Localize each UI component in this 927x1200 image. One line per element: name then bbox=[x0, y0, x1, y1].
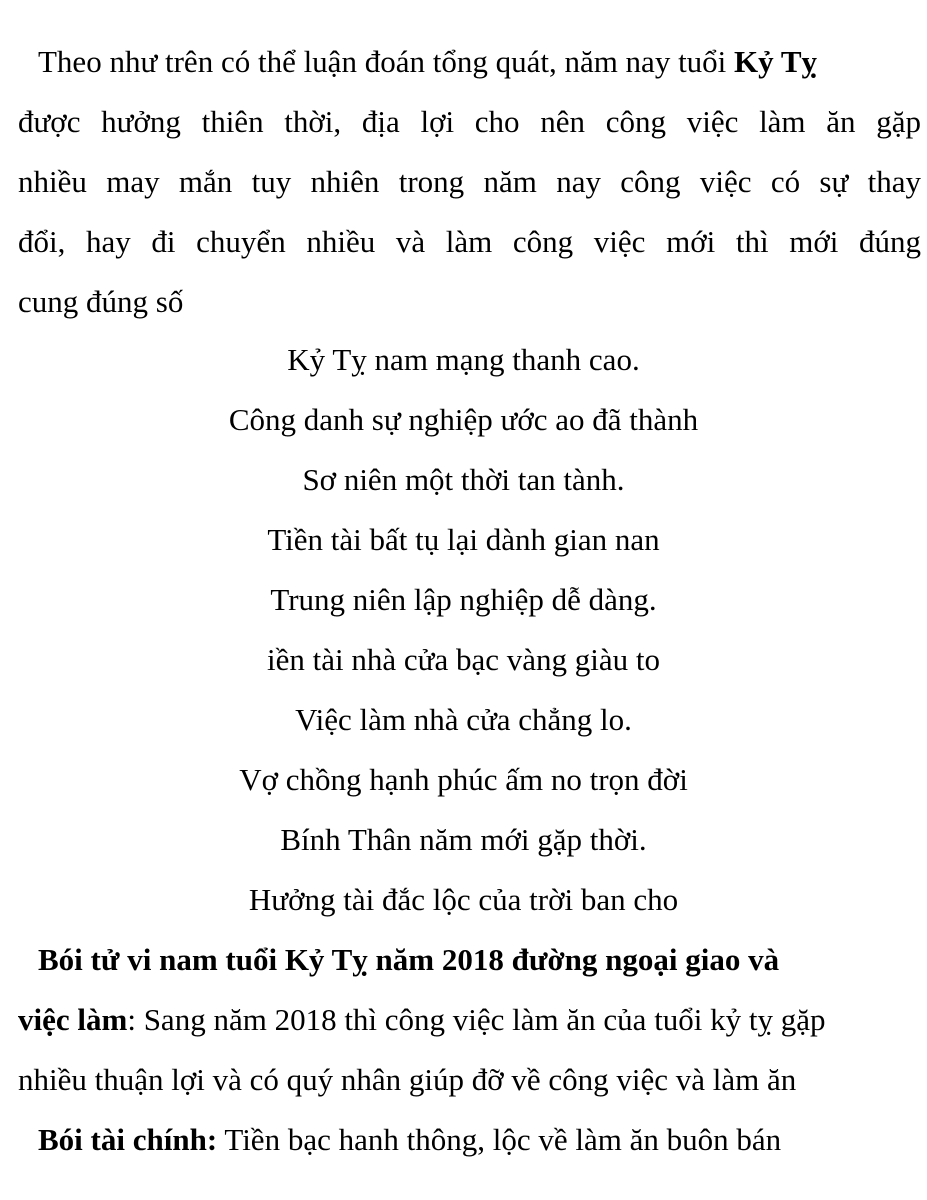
poem-line: Hưởng tài đắc lộc của trời ban cho bbox=[248, 882, 679, 917]
finance-heading: Bói tài chính: bbox=[38, 1122, 218, 1157]
foreign-heading: Bói tử vi nam tuổi Kỷ Tỵ năm 2018 đường ngoại giao và bbox=[38, 942, 780, 977]
poem-line: Bính Thân năm mới gặp thời. bbox=[280, 822, 647, 857]
finance-line bbox=[38, 1120, 921, 1160]
foreign-heading-cont: việc làm bbox=[18, 1002, 128, 1037]
intro-line-1-bold: Kỷ Tỵ bbox=[734, 44, 818, 79]
foreign-line-2 bbox=[18, 1000, 921, 1040]
intro-line-1-text: Theo như trên có thể luận đoán tổng quát, năm nay tuổi bbox=[38, 44, 735, 79]
foreign-line-3: nhiều thuận lợi và có quý nhân giúp đỡ về công việc và làm ăn bbox=[18, 1062, 797, 1097]
intro-line-2: được hưởng thiên thời, địa lợi cho nên công việc làm ăn gặp bbox=[18, 104, 921, 139]
poem-line: Trung niên lập nghiệp dễ dàng. bbox=[270, 582, 657, 617]
poem-line: Công danh sự nghiệp ước ao đã thành bbox=[228, 402, 699, 437]
poem-line: Việc làm nhà cửa chẳng lo. bbox=[295, 702, 632, 737]
intro-line-3: nhiều may mắn tuy nhiên trong năm nay công việc có sự thay bbox=[18, 164, 921, 199]
poem-line: Kỷ Tỵ nam mạng thanh cao. bbox=[287, 342, 640, 377]
intro-line-5: cung đúng số bbox=[18, 284, 184, 319]
foreign-text-line-2: : Sang năm 2018 thì công việc làm ăn của tuổi kỷ tỵ gặp bbox=[127, 1002, 826, 1037]
poem-line: iền tài nhà cửa bạc vàng giàu to bbox=[267, 642, 660, 677]
intro-line-1 bbox=[38, 42, 921, 82]
poem-line: Sơ niên một thời tan tành. bbox=[302, 462, 625, 497]
poem-line: Tiền tài bất tụ lại dành gian nan bbox=[267, 522, 660, 557]
poem-line: Vợ chồng hạnh phúc ấm no trọn đời bbox=[239, 762, 688, 797]
foreign-heading-line-1 bbox=[38, 940, 921, 980]
finance-text: Tiền bạc hanh thông, lộc về làm ăn buôn bán bbox=[217, 1122, 782, 1157]
intro-line-4: đổi, hay đi chuyển nhiều và làm công việc mới thì mới đúng bbox=[18, 224, 921, 259]
